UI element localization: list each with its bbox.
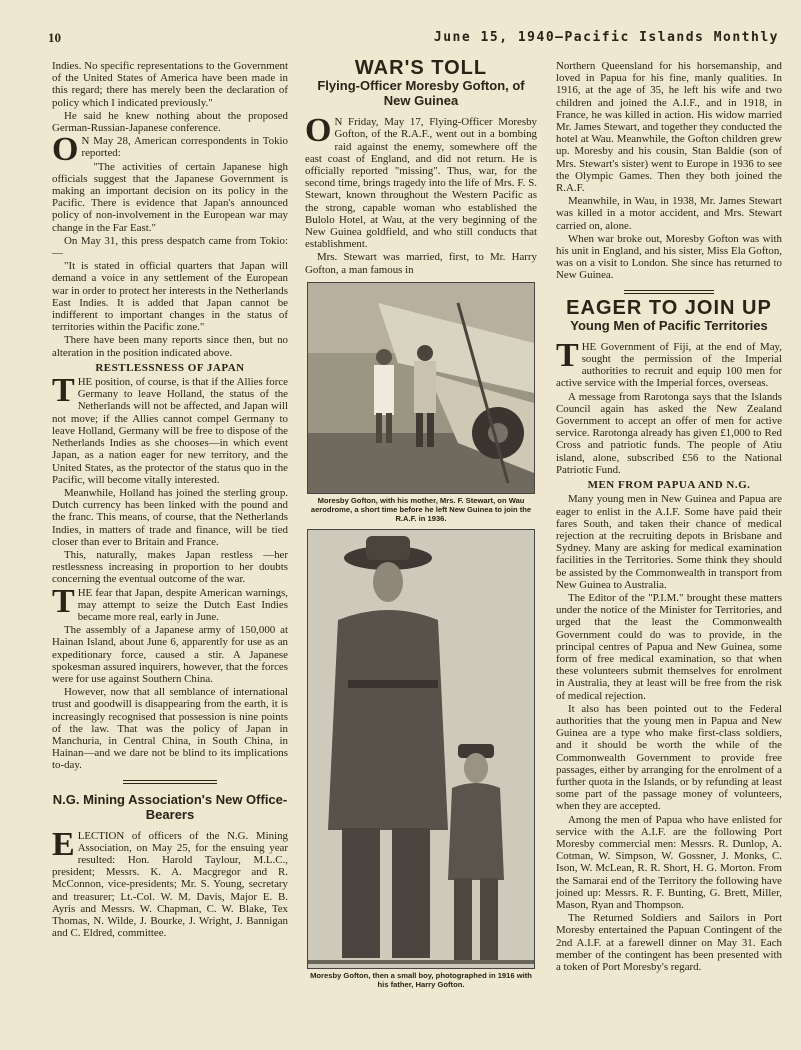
divider — [624, 290, 714, 294]
paragraph: ELECTION of officers of the N.G. Mining Association, on May 25, for the ensuing year resulted: Hon. Harold Taylour, M.L.C., president; Messrs. K. A. Macgregor and R. McConnon, vice-presidents; Mr. S. Young, secretary and treasurer; Lt.-Col. W. M. Davis, Major E. B. Ayris and Messrs. W. Chapman, C. W. Blake, Tex Thomas, N. Wilde, J. Bourke, J. Wright, J. Bannigan and C. Eldred, committee. — [52, 825, 288, 940]
drop-cap: T — [556, 336, 579, 374]
paragraph: O N Friday, May 17, Flying-Officer Moresby Gofton, of the R.A.F., went out in a bombing raid against the enemy, somewhere off the east coast of England, and did not return. He is officially reported "missing". Thus, war, for the second time, brings tragedy into the life of Mrs. F. S. Stewart, known throughout the Western Pacific as the strong, capable woman who established the Bulolo Hotel, at Wau, at the very beginning of the New Guinea goldfield, and who still conducts that establishment. — [305, 112, 537, 251]
photo-caption: Moresby Gofton, with his mother, Mrs. F. Stewart, on Wau aerodrome, a short time before he left New Guinea to join the R.A.F. in 1936. — [310, 495, 532, 523]
paragraph: The Editor of the "P.I.M." brought these matters under the notice of the Minister for Territories, and urged that the least the Commonwealth Government could do was to provide, in the principal centres of Papua and New Guinea, some form of free medical examination, so that when these volunteers submit themselves for enrolment in Australia, they at least will be free from the risk of medical rejection. — [556, 591, 782, 702]
paragraph: However, now that all semblance of international trust and goodwill is disappearing from the earth, it is increasingly recognised that possession is nine points of the law. That was the policy of Japan in Manchuria, in Central China, in South China, in Hainan—and we dare not be blind to its implications to-day. — [52, 686, 288, 772]
paragraph: Indies. No specific representations to the Government of the United States of America have been made in this regard; there has merely been the declaration of policy which I indicated previously." — [52, 60, 288, 109]
paragraph: Mrs. Stewart was married, first, to Mr. Harry Gofton, a man famous in — [305, 251, 537, 276]
paragraph: Northern Queensland for his horsemanship, and loved in Papua for his fine, manly qualities. In 1916, at the age of 35, he left his wife and two children and joined the A.I.F., and in 1918, in France, he was killed in action. His widow married Mr. James Stewart, and together they conducted the hotel at Wau. Meanwhile, the Gofton children grew up. Moresby and his cousin, Stan Baldie (son of Mrs. Stewart's sister) went to Europe in 1936 to see the Olympic Games. Then they both joined the R.A.F. — [556, 60, 782, 195]
paragraph: The assembly of a Japanese army of 150,000 at Hainan Island, about June 6, apparently for use as an expeditionary force, caused a stir. A Japanese spokesman assured inquirers, however, that the forces were for use against Southern China. — [52, 624, 288, 685]
portrait-photo-image — [308, 530, 534, 968]
photo-caption: Moresby Gofton, then a small boy, photographed in 1916 with his father, Harry Gofton. — [310, 970, 532, 989]
section-subhead: RESTLESSNESS OF JAPAN — [95, 361, 245, 374]
article-title: EAGER TO JOIN UP — [566, 296, 772, 319]
column-3 — [556, 60, 782, 974]
paragraph: When war broke out, Moresby Gofton was with his unit in England, and his sister, Miss Ela Gofton, was on a visit to London. She since has returned to New Guinea. — [556, 232, 782, 282]
drop-cap: T — [52, 372, 75, 410]
drop-cap: O — [52, 131, 79, 169]
drop-cap: O — [305, 112, 332, 150]
paragraph: Meanwhile, Holland has joined the sterling group. Dutch currency has been linked with the pound and the franc. This means, of course, that the Netherlands Indies, in matters of trade and finance, will be tied closer than ever to Britain and France. — [52, 486, 288, 548]
article-title: WAR'S TOLL — [354, 57, 488, 79]
paragraph: THE Government of Fiji, at the end of May, sought the permission of the Imperial authorities to recruit and equip 100 men for active service with the Imperial forces, overseas. — [556, 336, 782, 390]
paragraph: On May 31, this press despatch came from Tokio:— — [52, 234, 288, 260]
paragraph: THE position, of course, is that if the Allies force Germany to leave Holland, the status of the Netherlands will not be affected, and Japan will not move; if the Allies cannot compel Germany to leave Holland, Germany will be free to dispose of the Netherlands Indies as she chooses—in which event Japan, as a nation eager for new territory, and the United States, as the protector of the status quo in the Pacific, will become vitally interested. — [52, 372, 288, 486]
paragraph: O N May 28, American correspondents in Tokio reported: — [52, 131, 288, 169]
column-1 — [52, 60, 288, 940]
paragraph: There have been many reports since then, but no alteration in the position indicated above. — [52, 334, 288, 359]
divider — [123, 780, 217, 784]
photo-aerodrome — [307, 282, 535, 494]
drop-cap: E — [52, 825, 75, 863]
paragraph: A message from Rarotonga says that the Islands Council again has asked the New Zealand Government to accept an offer of men for active service. Rarotonga already has given £1,000 to Red Cross and patriotic funds. The people of Atiu island, alone, subscribed £56 to the National Patriotic Fund. — [556, 390, 782, 476]
paragraph: This, naturally, makes Japan restless —her restlessness increasing in proportion to her doubts concerning the eventual outcome of the war. — [52, 548, 288, 586]
paragraph: Many young men in New Guinea and Papua are eager to enlist in the A.I.F. Some have paid their fares South, and taken their chance of medical rejection at the recruiting depots in Brisbane and Sydney. Many are asking for medical examination facilities in the Territories. Some think they should be assisted by the Commonwealth in transport from New Guinea to Australia. — [556, 493, 782, 591]
paragraph: "The activities of certain Japanese high officials suggest that the Japanese Government is making an important decision on its policy in the Pacific. There is evidence that Japan's announced policy of non-involvement in the European war may change in the Far East." — [52, 160, 288, 234]
column-2 — [305, 57, 537, 989]
article-subtitle: Young Men of Pacific Territories — [570, 317, 768, 333]
paragraph: THE fear that Japan, despite American warnings, may attempt to seize the Dutch East Indies became more real, early in June. — [52, 582, 288, 623]
paragraph: Meanwhile, in Wau, in 1938, Mr. James Stewart was killed in a motor accident, and Mrs. Stewart carried on, alone. — [556, 195, 782, 232]
paragraph: Among the men of Papua who have enlisted for service with the A.I.F. are the following Port Moresby commercial men: Messrs. R. Dunlop, A. Cotman, W. Simpson, W. Gossner, J. Monks, C. Ison, W. McLean, R. R. Short, H. G. Morton. From the Samarai end of the Territory the following have joined up: Messrs. R. F. Bunting, G. Brett, Miller, Mason, Ryan and Thompson. — [556, 813, 782, 911]
running-title: June 15, 1940—Pacific Islands Monthly — [433, 30, 779, 45]
section-subhead: MEN FROM PAPUA AND N.G. — [587, 479, 751, 492]
paragraph: The Returned Soldiers and Sailors in Port Moresby entertained the Papuan Contingent of the 2nd A.I.F. at a farewell dinner on May 31. Each member of the contingent has been presented with a token of Port Moresby's regard. — [556, 912, 782, 974]
page-number: 10 — [48, 30, 61, 45]
paragraph: It also has been pointed out to the Federal authorities that the young men in Papua and New Guinea are a type who make first-class soldiers, and it should be worth the while of the Commonwealth Government to provide free passages, either by arranging for the enrolment of a further quota in the Islands, or by refunding at least some part of the passage money of volunteers, when they are accepted. — [556, 702, 782, 813]
drop-cap: T — [52, 582, 75, 620]
article-title: N.G. Mining Association's New Office-Bearers — [52, 791, 288, 822]
article-subtitle: Flying-Officer Moresby Gofton, of New Guinea — [317, 78, 525, 109]
paragraph: "It is stated in official quarters that Japan will demand a voice in any settlement of the European war in order to protect her interests in the Netherlands East Indies. It is added that Japan cannot be indifferent to important changes in the status of territories within the Pacific zone." — [52, 260, 288, 334]
paragraph: He said he knew nothing about the proposed German-Russian-Japanese conference. — [52, 109, 288, 135]
aerodrome-photo-image — [308, 283, 534, 493]
photo-portrait — [307, 529, 535, 969]
